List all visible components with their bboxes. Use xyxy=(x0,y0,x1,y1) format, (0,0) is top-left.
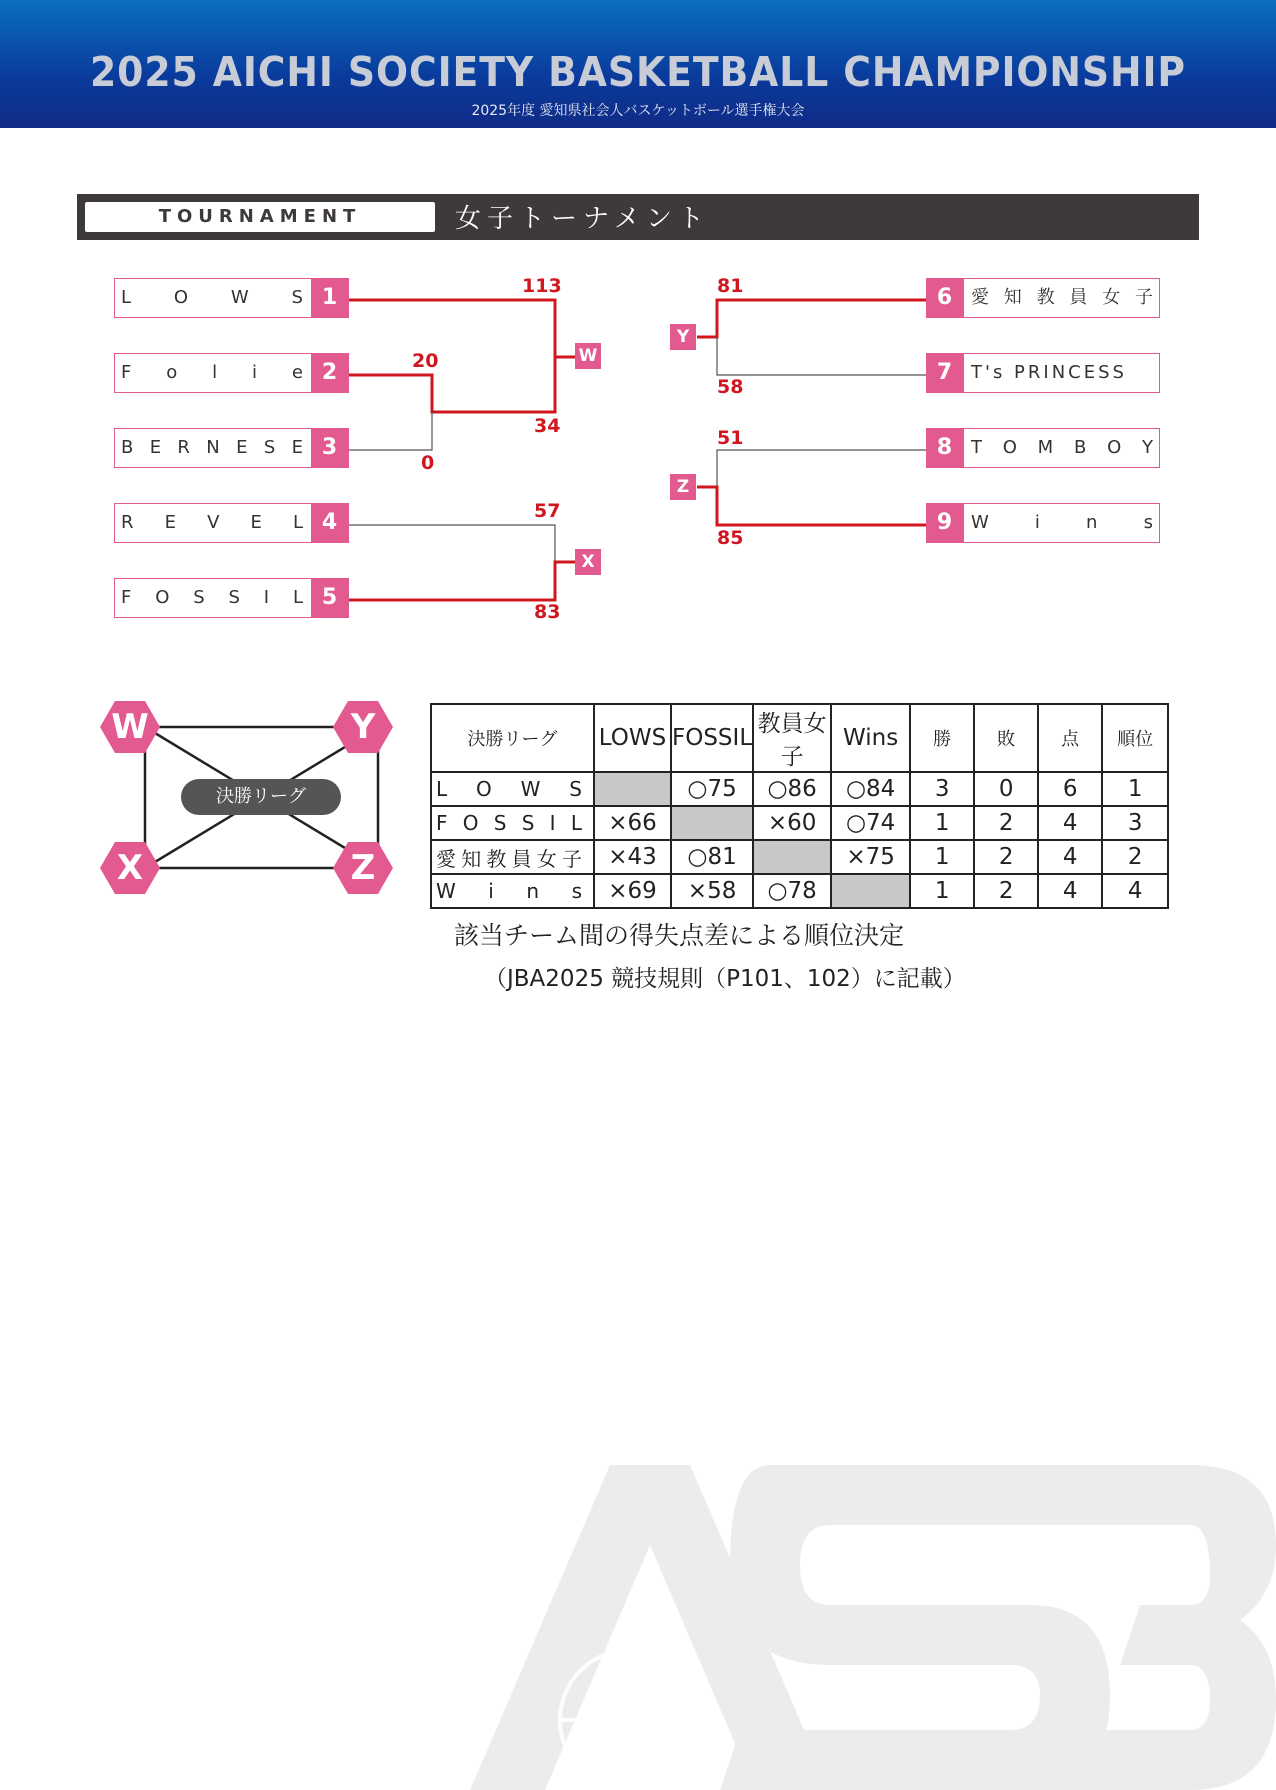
header-cell: LOWS xyxy=(594,704,671,772)
seed-badge: 9 xyxy=(926,503,964,543)
table-row xyxy=(431,840,1168,874)
loss-cell: 2 xyxy=(974,840,1038,874)
header-cell: 勝 xyxy=(910,704,974,772)
win-cell: 1 xyxy=(910,806,974,840)
row-team-name: 愛 知 教 員 女 子 xyxy=(431,840,594,874)
loss-cell: 2 xyxy=(974,806,1038,840)
table-row xyxy=(431,806,1168,840)
result-cell: ○81 xyxy=(671,840,753,874)
section-tag: TOURNAMENT xyxy=(85,202,435,232)
score-wins: 85 xyxy=(717,527,744,549)
result-cell: ×43 xyxy=(594,840,671,874)
result-cell: ○75 xyxy=(671,772,753,806)
score-revel: 57 xyxy=(534,500,561,522)
result-cell: ○74 xyxy=(831,806,910,840)
league-node-z: Z xyxy=(350,848,376,888)
header-cell: 順位 xyxy=(1102,704,1168,772)
seed-badge: 6 xyxy=(926,278,964,318)
score-tsprincess: 58 xyxy=(717,376,744,398)
table-row xyxy=(431,874,1168,908)
result-cell: ○84 xyxy=(831,772,910,806)
ranking-note: 該当チーム間の得失点差による順位決定 xyxy=(454,921,905,950)
result-cell xyxy=(753,840,831,874)
league-node-x: X xyxy=(116,848,144,888)
header-subtitle: 2025年度 愛知県社会人バスケットボール選手権大会 xyxy=(471,103,805,119)
score-lows: 113 xyxy=(522,275,562,297)
table-row xyxy=(431,772,1168,806)
group-y-box: Y xyxy=(670,324,696,350)
rank-cell: 2 xyxy=(1102,840,1168,874)
seed-badge: 4 xyxy=(311,503,349,543)
league-node-w: W xyxy=(111,707,149,747)
score-fossil: 83 xyxy=(534,601,561,623)
header-cell: 決勝リーグ xyxy=(431,704,594,772)
loss-cell: 2 xyxy=(974,874,1038,908)
team-name: T O M B O Y xyxy=(971,437,1153,458)
header-cell: FOSSIL xyxy=(671,704,753,772)
win-cell: 1 xyxy=(910,840,974,874)
asb-logo-watermark xyxy=(470,1465,1276,1790)
score-folie: 20 xyxy=(412,350,439,372)
seed-badge: 5 xyxy=(311,578,349,618)
group-x-box: X xyxy=(575,549,601,575)
points-cell: 4 xyxy=(1038,840,1102,874)
table-header-row xyxy=(431,704,1168,772)
rank-cell: 1 xyxy=(1102,772,1168,806)
points-cell: 4 xyxy=(1038,874,1102,908)
rank-cell: 3 xyxy=(1102,806,1168,840)
league-table xyxy=(430,703,1169,909)
header-cell: Wins xyxy=(831,704,910,772)
section-title: 女子トーナメント xyxy=(455,204,710,234)
loss-cell: 0 xyxy=(974,772,1038,806)
result-cell: ×75 xyxy=(831,840,910,874)
result-cell: ×58 xyxy=(671,874,753,908)
team-name: L O W S xyxy=(121,287,303,308)
points-cell: 6 xyxy=(1038,772,1102,806)
score-tomboy: 51 xyxy=(717,427,744,449)
ranking-note-reference: （JBA2025 競技規則（P101、102）に記載） xyxy=(484,966,966,992)
seed-badge: 7 xyxy=(926,353,964,393)
result-cell xyxy=(831,874,910,908)
score-bernese: 0 xyxy=(421,452,435,474)
group-w-box: W xyxy=(575,343,601,369)
result-cell xyxy=(671,806,753,840)
league-label-pill: 決勝リーグ xyxy=(181,779,341,815)
points-cell: 4 xyxy=(1038,806,1102,840)
result-cell: ○78 xyxy=(753,874,831,908)
seed-badge: 1 xyxy=(311,278,349,318)
team-name: F O S S I L xyxy=(121,587,303,608)
team-name: R E V E L xyxy=(121,512,303,533)
group-z-box: Z xyxy=(670,474,696,500)
score-aichi: 81 xyxy=(717,275,744,297)
seed-badge: 2 xyxy=(311,353,349,393)
header-title: 2025 AICHI SOCIETY BASKETBALL CHAMPIONSHIP xyxy=(90,48,1186,96)
team-name: T's PRINCESS xyxy=(971,362,1127,383)
header-cell: 敗 xyxy=(974,704,1038,772)
header-cell: 教員女子 xyxy=(753,704,831,772)
seed-badge: 3 xyxy=(311,428,349,468)
win-cell: 1 xyxy=(910,874,974,908)
row-team-name: W i n s xyxy=(431,874,594,908)
row-team-name: F O S S I L xyxy=(431,806,594,840)
header-cell: 点 xyxy=(1038,704,1102,772)
result-cell xyxy=(594,772,671,806)
result-cell: ×60 xyxy=(753,806,831,840)
team-name: W i n s xyxy=(971,512,1153,533)
league-node-y: Y xyxy=(350,707,376,747)
win-cell: 3 xyxy=(910,772,974,806)
team-name: F o l i e xyxy=(121,362,303,383)
result-cell: ×69 xyxy=(594,874,671,908)
team-name: B E R N E S E xyxy=(121,437,303,458)
score-semi: 34 xyxy=(534,415,561,437)
seed-badge: 8 xyxy=(926,428,964,468)
team-name: 愛 知 教 員 女 子 xyxy=(971,287,1153,308)
rank-cell: 4 xyxy=(1102,874,1168,908)
result-cell: ○86 xyxy=(753,772,831,806)
row-team-name: L O W S xyxy=(431,772,594,806)
result-cell: ×66 xyxy=(594,806,671,840)
